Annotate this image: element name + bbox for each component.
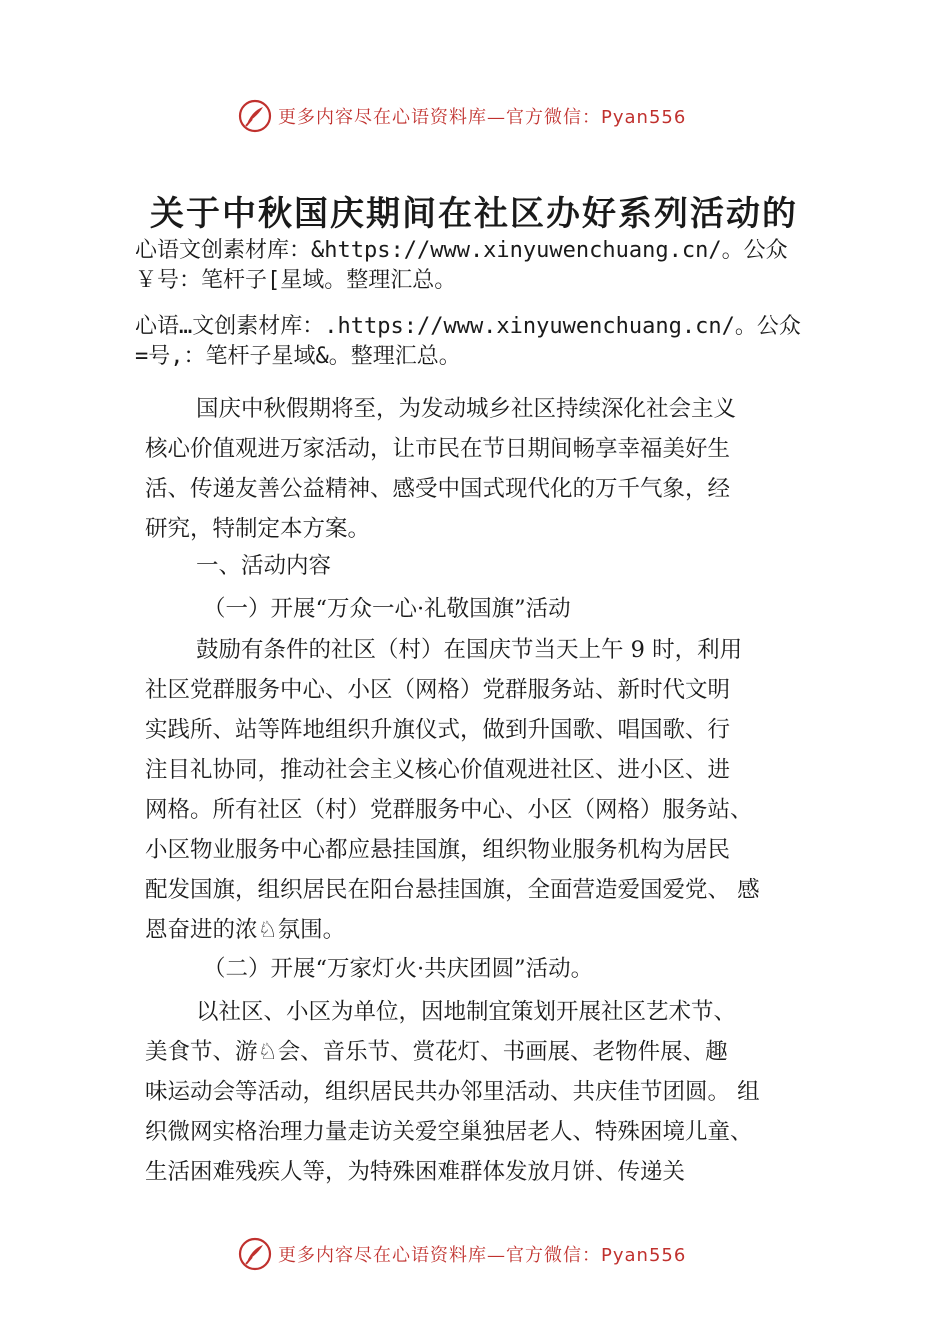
document-title: 关于中秋国庆期间在社区办好系列活动的	[150, 194, 798, 234]
feather-pen-logo-icon	[238, 1237, 272, 1271]
banner-text: 更多内容尽在心语资料库—官方微信：Pyan556	[278, 107, 687, 128]
footer-watermark-banner	[238, 1234, 758, 1274]
source-note-2: 心语…文创素材库：.https://www.xinyuwenchuang.cn/。公众 =号,：笔杆子星域&。整理汇总。	[135, 314, 801, 369]
section-heading-1: 一、活动内容	[196, 553, 332, 579]
paragraph-reunion-activity: 以社区、小区为单位，因地制宜策划开展社区艺术节、 美食节、游♘会、音乐节、赏花灯、书画展、老物件展、趣 味运动会等活动，组织居民共办邻里活动、共庆佳节团圆。 组 织微网实格治理力量走访关爱空巢独居老人、特殊困境儿童、 生活困难残疾人等，为特殊困难群体发放月饼、传递关	[145, 999, 760, 1185]
paragraph-flag-activity: 鼓励有条件的社区（村）在国庆节当天上午 9 时，利用 社区党群服务中心、小区（网格）党群服务站、新时代文明 实践所、站等阵地组织升旗仪式，做到升国歌、唱国歌、行 注目礼协同，推动社会主义核心价值观进社区、进小区、进 网格。所有社区（村）党群服务中心、小区（网格）服务站、 小区物业服务中心都应悬挂国旗，组织物业服务机构为居民 配发国旗，组织居民在阳台悬挂国旗，全面营造爱国爱党、 感 恩奋进的浓♘氛围。	[145, 637, 760, 943]
source-note-1: 心语文创素材库：&https://www.xinyuwenchuang.cn/。公众 ￥号：笔杆子[星域。整理汇总。	[135, 238, 788, 293]
subsection-heading-2: （二）开展“万家灯火·共庆团圆”活动。	[203, 956, 594, 982]
paragraph-intro: 国庆中秋假期将至，为发动城乡社区持续深化社会主义 核心价值观进万家活动，让市民在节日期间畅享幸福美好生 活、传递友善公益精神、感受中国式现代化的万千气象，经 研究，特制定本方案。	[145, 396, 737, 542]
header-watermark-banner	[238, 96, 758, 136]
banner-text: 更多内容尽在心语资料库—官方微信：Pyan556	[278, 1245, 687, 1266]
feather-pen-logo-icon	[238, 99, 272, 133]
subsection-heading-1: （一）开展“万众一心·礼敬国旗”活动	[203, 596, 571, 622]
